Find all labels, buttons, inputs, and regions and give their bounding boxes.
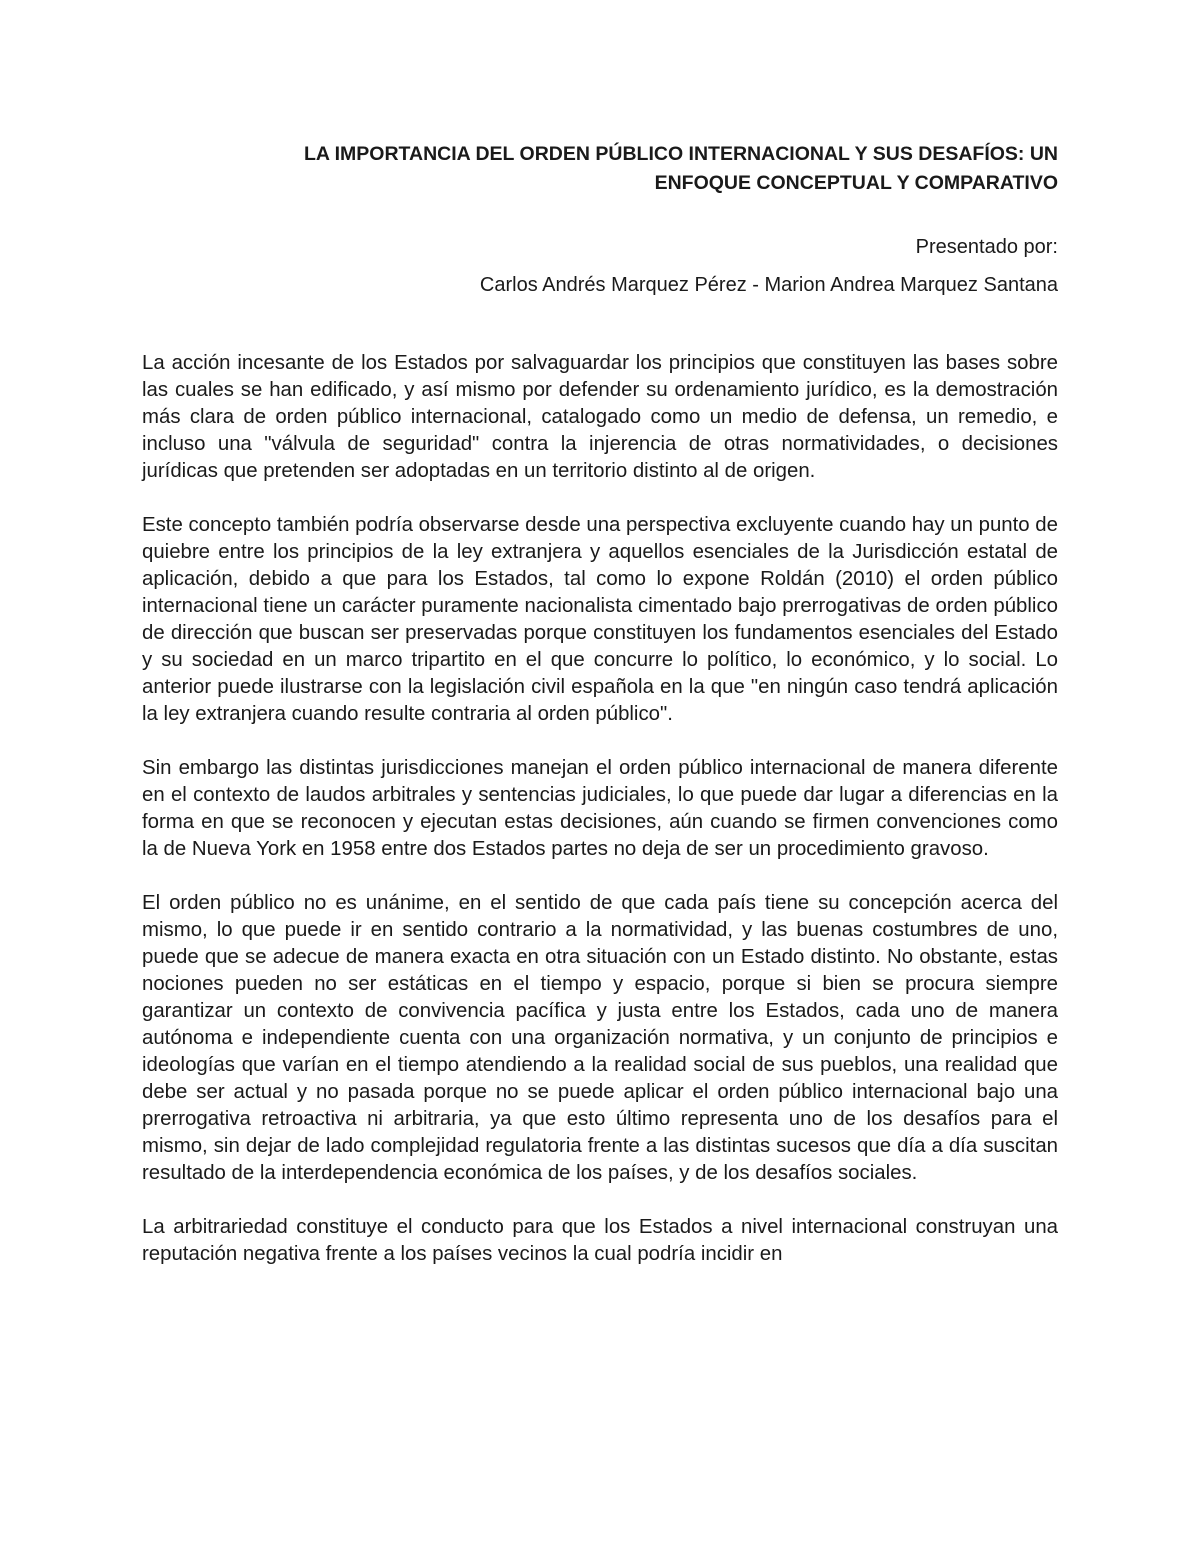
authors: Carlos Andrés Marquez Pérez - Marion Andrea Marquez Santana (479, 274, 1058, 296)
paragraph-4: El orden público no es unánime, en el sentido de que cada país tiene su concepción acerca del mismo, lo que puede ir en sentido contrario a la normatividad, y las buenas costumbres de uno, puede que se adecue de manera exacta en otra situación con un Estado distinto. No obstante, estas nociones pueden no ser estáticas en el tiempo y espacio, porque si bien se procura siempre garantizar un contexto de convivencia pacífica y justa entre los Estados, cada uno de manera autónoma e independiente cuenta con una organización normativa, y un conjunto de principios e ideologías que varían en el tiempo atendiendo a la realidad social de sus pueblos, una realidad que debe ser actual y no pasada porque no se puede aplicar el orden público internacional bajo una prerrogativa retroactiva ni arbitraria, ya que esto último representa uno de los desafíos para el mismo, sin dejar de lado complejidad regulatoria frente a las distintas sucesos que día a día suscitan resultado de la interdependencia económica de los países, y de los desafíos sociales. (142, 892, 1058, 1184)
paragraph-3: Sin embargo las distintas jurisdicciones manejan el orden público internacional de manera diferente en el contexto de laudos arbitrales y sentencias judiciales, lo que puede dar lugar a diferencias en la forma en que se reconocen y ejecutan estas decisiones, aún cuando se firmen convenciones como la de Nueva York en 1958 entre dos Estados partes no deja de ser un procedimiento gravoso. (142, 757, 1058, 860)
title-line-1: LA IMPORTANCIA DEL ORDEN PÚBLICO INTERNACIONAL Y SUS DESAFÍOS: UN (303, 143, 1058, 165)
title-line-2: ENFOQUE CONCEPTUAL Y COMPARATIVO (654, 172, 1058, 194)
document-title (142, 140, 1058, 198)
document-body (142, 350, 1058, 1268)
presenters-block (142, 228, 1058, 304)
paragraph-1: La acción incesante de los Estados por salvaguardar los principios que constituyen las bases sobre las cuales se han edificado, y así mismo por defender su ordenamiento jurídico, es la demostración más clara de orden público internacional, catalogado como un medio de defensa, un remedio, e incluso una "válvula de seguridad" contra la injerencia de otras normatividades, o decisiones jurídicas que pretenden ser adoptadas en un territorio distinto al de origen. (142, 352, 1058, 482)
paragraph-2: Este concepto también podría observarse desde una perspectiva excluyente cuando hay un punto de quiebre entre los principios de la ley extranjera y aquellos esenciales de la Jurisdicción estatal de aplicación, debido a que para los Estados, tal como lo expone Roldán (2010) el orden público internacional tiene un carácter puramente nacionalista cimentado bajo prerrogativas de orden público de dirección que buscan ser preservadas porque constituyen los fundamentos esenciales del Estado y su sociedad en un marco tripartito en el que concurre lo político, lo económico, y lo social. Lo anterior puede ilustrarse con la legislación civil española en la que "en ningún caso tendrá aplicación la ley extranjera cuando resulte contraria al orden público". (142, 514, 1058, 725)
presented-by-label: Presentado por: (915, 236, 1058, 258)
paragraph-5: La arbitrariedad constituye el conducto para que los Estados a nivel internacional construyan una reputación negativa frente a los países vecinos la cual podría incidir en (142, 1216, 1058, 1265)
document-page (142, 140, 1058, 1295)
